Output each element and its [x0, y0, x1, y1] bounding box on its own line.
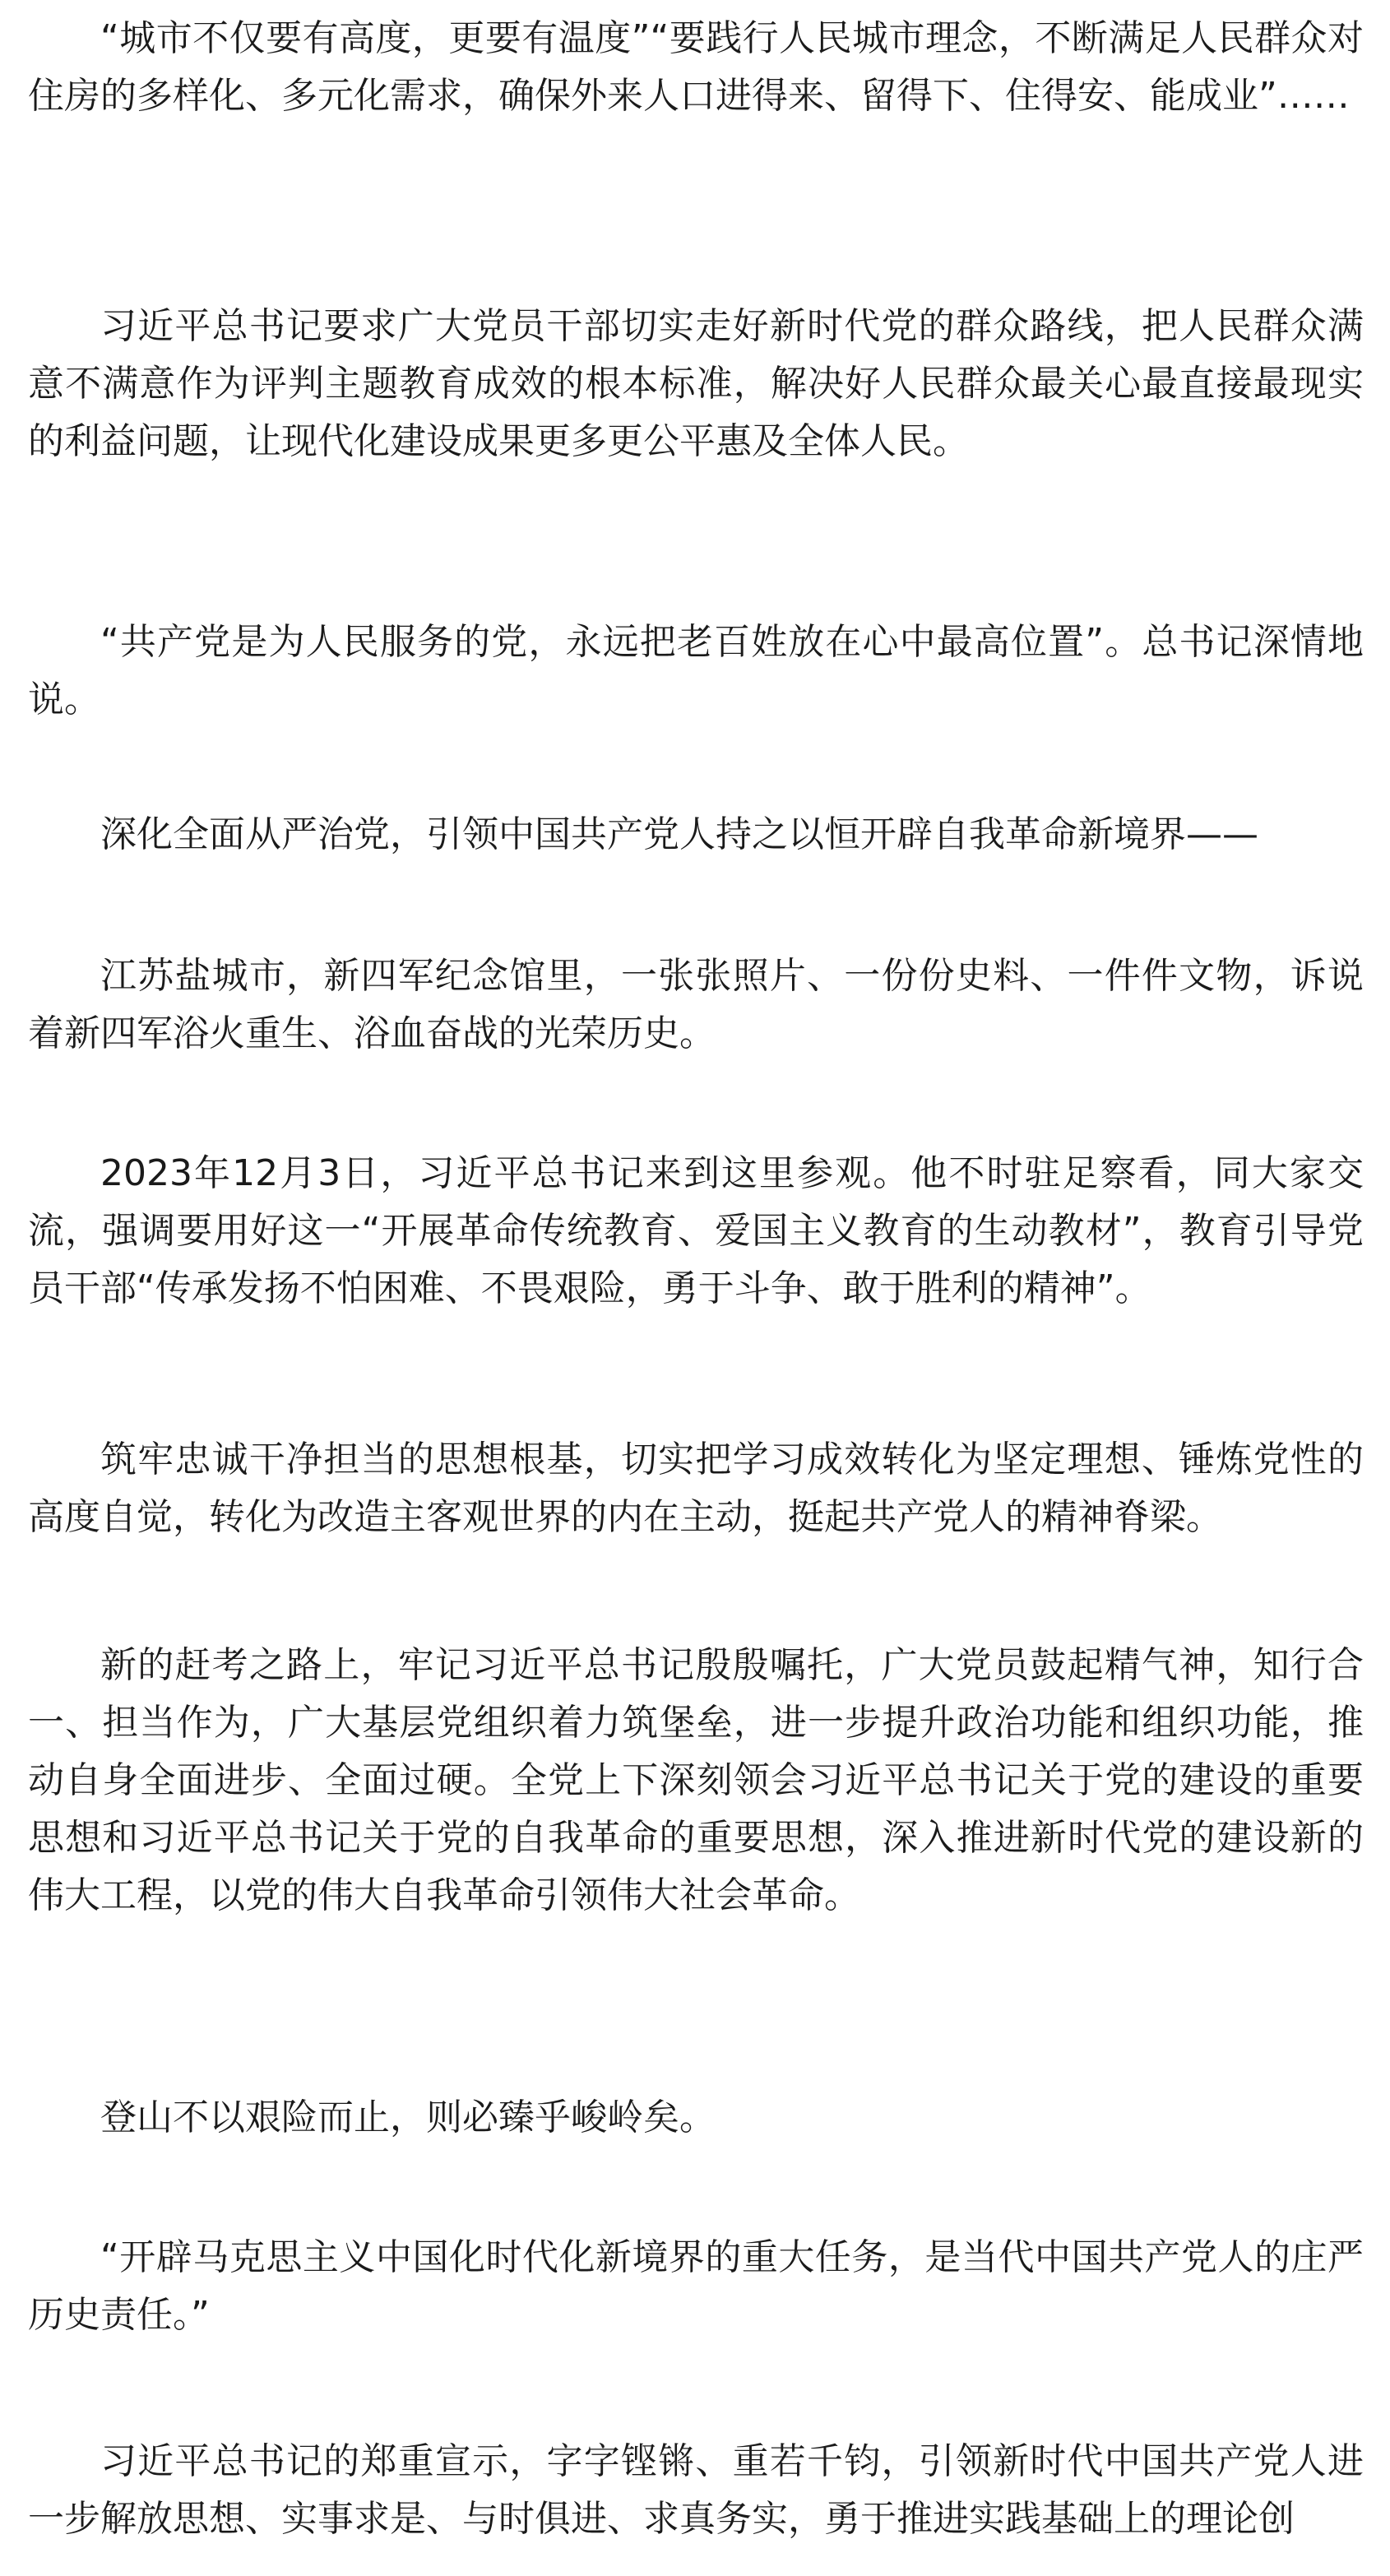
paragraph: “开辟马克思主义中国化时代化新境界的重大任务，是当代中国共产党人的庄严历史责任。”: [28, 2236, 1364, 2336]
paragraph: 新的赶考之路上，牢记习近平总书记殷殷嘱托，广大党员鼓起精气神，知行合一、担当作为，广大基层党组织着力筑堡垒，进一步提升政治功能和组织功能，推动自身全面进步、全面过硬。全党上下深刻领会习近平总书记关于党的建设的重要思想和习近平总书记关于党的自我革命的重要思想，深入推进新时代党的建设新的伟大工程，以党的伟大自我革命引领伟大社会革命。: [28, 1644, 1364, 1916]
paragraph: 江苏盐城市，新四军纪念馆里，一张张照片、一份份史料、一件件文物，诉说着新四军浴火重生、浴血奋战的光荣历史。: [28, 955, 1364, 1054]
paragraph: 习近平总书记要求广大党员干部切实走好新时代党的群众路线，把人民群众满意不满意作为评判主题教育成效的根本标准，解决好人民群众最关心最直接最现实的利益问题，让现代化建设成果更多更公平惠及全体人民。: [28, 305, 1364, 462]
paragraph: 筑牢忠诚干净担当的思想根基，切实把学习成效转化为坚定理想、锤炼党性的高度自觉，转化为改造主客观世界的内在主动，挺起共产党人的精神脊梁。: [28, 1439, 1364, 1538]
paragraph: 习近平总书记的郑重宣示，字字铿锵、重若千钧，引领新时代中国共产党人进一步解放思想、实事求是、与时俱进、求真务实，勇于推进实践基础上的理论创: [28, 2440, 1364, 2540]
paragraph: 登山不以艰险而止，则必臻乎峻岭矣。: [100, 2096, 716, 2138]
paragraph: “城市不仅要有高度，更要有温度”“要践行人民城市理念，不断满足人民群众对住房的多样化、多元化需求，确保外来人口进得来、留得下、住得安、能成业”……: [28, 17, 1364, 117]
paragraph: 深化全面从严治党，引领中国共产党人持之以恒开辟自我革命新境界——: [100, 813, 1258, 855]
paragraph: 2023年12月3日，习近平总书记来到这里参观。他不时驻足察看，同大家交流，强调要用好这一“开展革命传统教育、爱国主义教育的生动教材”，教育引导党员干部“传承发扬不怕困难、不畏艰险，勇于斗争、敢于胜利的精神”。: [28, 1152, 1364, 1309]
paragraph: “共产党是为人民服务的党，永远把老百姓放在心中最高位置”。总书记深情地说。: [28, 621, 1364, 720]
